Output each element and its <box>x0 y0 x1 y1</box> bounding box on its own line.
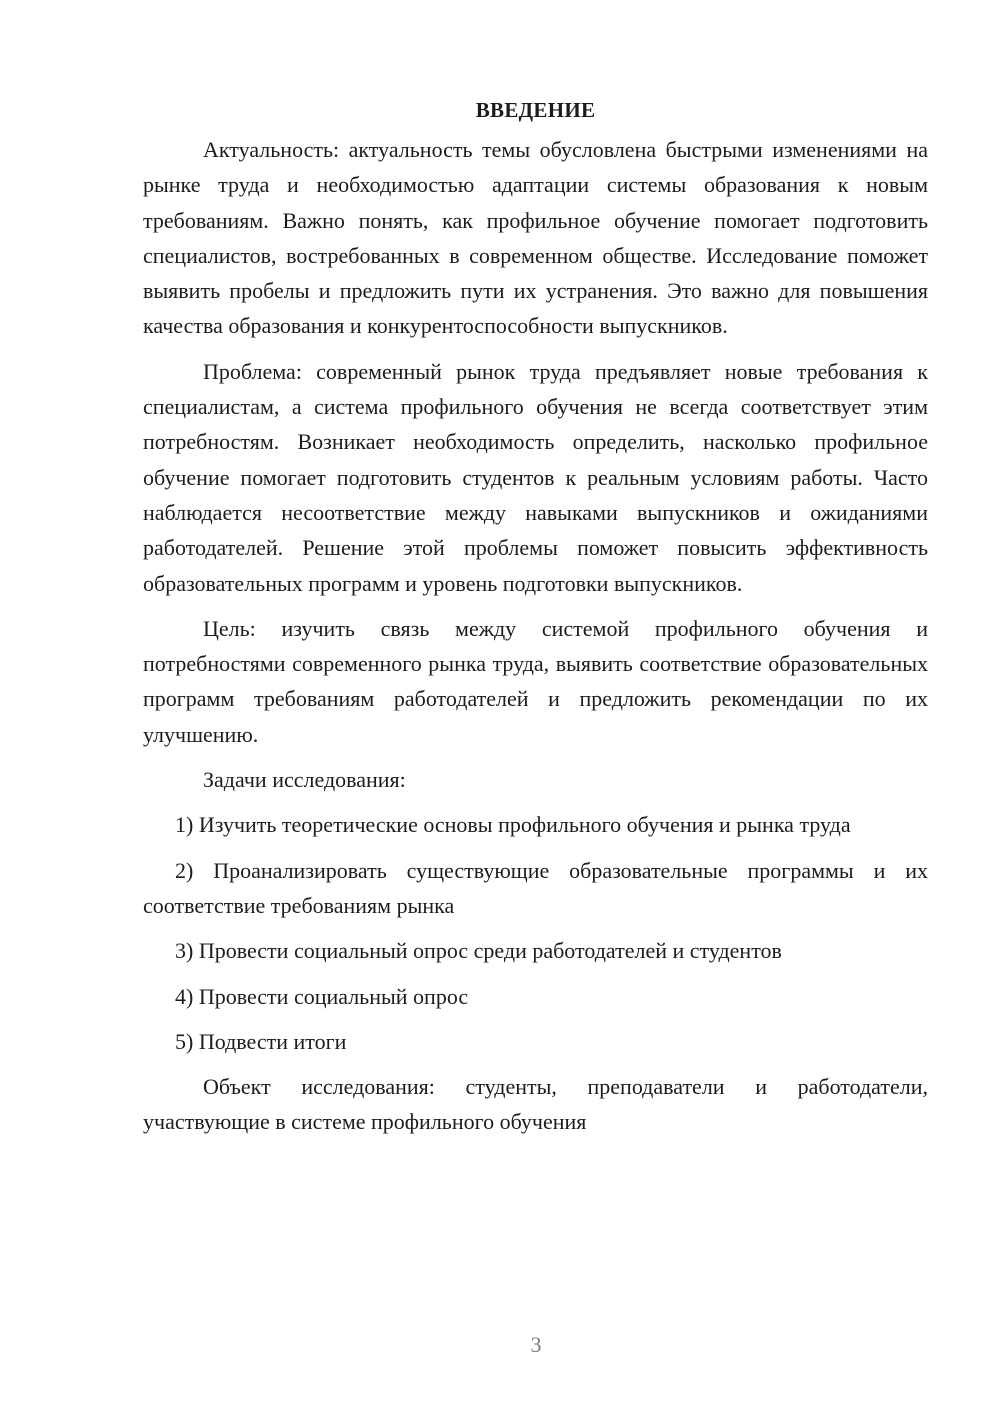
paragraph-problem: Проблема: современный рынок труда предъявляет новые требования к специалистам, а система профильного обучения не всегда соответствует этим потребностям. Возникает необходимость определить, насколько профильное обучение помогает подготовить студентов к реальным условиям работы. Часто наблюдается несоответствие между навыками выпускников и ожиданиями работодателей. Решение этой проблемы поможет повысить эффективность образовательных программ и уровень подготовки выпускников. <box>143 358 928 596</box>
paragraph-relevance: Актуальность: актуальность темы обусловлена быстрыми изменениями на рынке труда и необходимостью адаптации системы образования к новым требованиям. Важно понять, как профильное обучение помогает подготовить специалистов, востребованных в современном обществе. Исследование поможет выявить пробелы и предложить пути их устранения. Это важно для повышения качества образования и конкурентоспособности выпускников. <box>143 137 928 339</box>
tasks-heading: Задачи исследования: <box>203 767 406 793</box>
section-title: ВВЕДЕНИЕ <box>475 98 596 122</box>
task-item: 4) Провести социальный опрос <box>175 983 469 1009</box>
task-item: 3) Провести социальный опрос среди работодателей и студентов <box>175 938 782 964</box>
task-item: 2) Проанализировать существующие образовательные программы и их соответствие требованиям рынка <box>143 857 928 918</box>
paragraph-object: Объект исследования: студенты, преподаватели и работодатели, участвующие в системе профильного обучения <box>143 1074 928 1135</box>
tasks-list <box>143 807 928 1059</box>
task-item: 1) Изучить теоретические основы профильного обучения и рынка труда <box>175 812 851 838</box>
page-number: 3 <box>530 1332 542 1357</box>
task-item: 5) Подвести итоги <box>175 1028 347 1054</box>
paragraph-goal: Цель: изучить связь между системой профильного обучения и потребностями современного рынка труда, выявить соответствие образовательных программ требованиям работодателей и предложить рекомендации по их улучшению. <box>143 615 928 747</box>
document-page <box>143 90 928 1150</box>
